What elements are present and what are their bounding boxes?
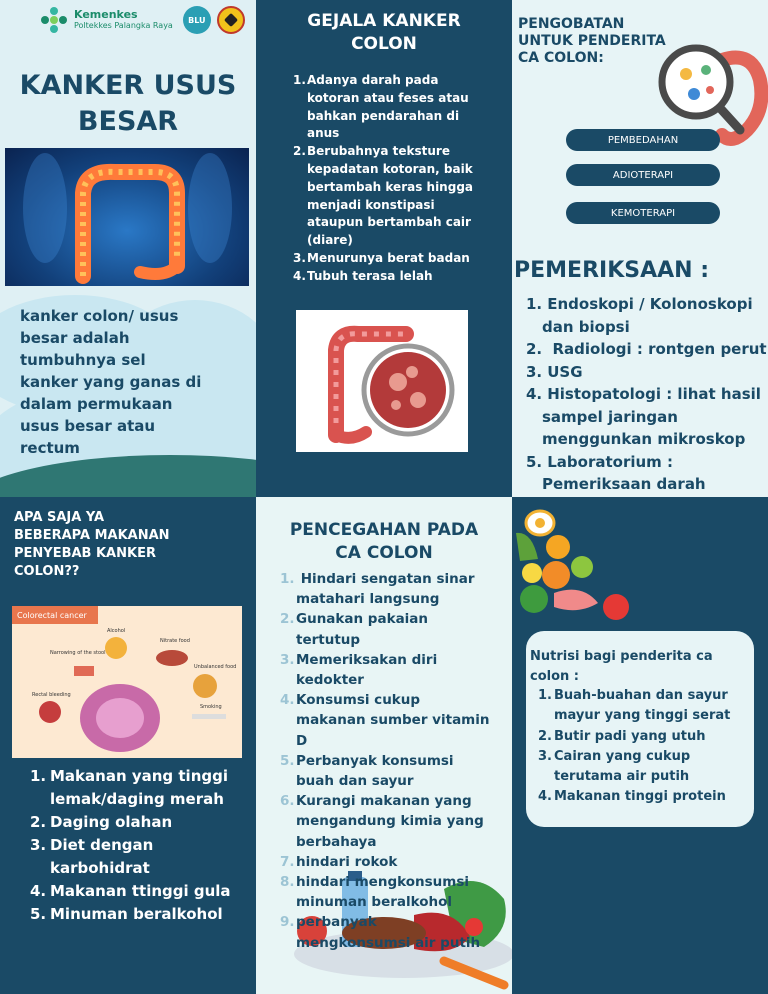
list-item: 1. Adanya darah pada kotoran atau feses atau bahkan pendarahan di anus <box>293 73 469 141</box>
list-item: 5. Minuman beralkohol <box>30 905 223 923</box>
svg-text:Narrowing of the stool: Narrowing of the stool <box>50 650 106 656</box>
svg-text:Smoking: Smoking <box>200 704 222 710</box>
fruits-vegetables-illustration <box>512 503 642 623</box>
exam-list <box>526 293 768 496</box>
list-item: 1. Hindari sengatan sinar matahari langsung <box>280 571 475 608</box>
list-item: 2. Gunakan pakaian tertutup <box>280 611 429 648</box>
colorectal-cancer-risk-infographic <box>12 606 242 758</box>
treatment-chemotherapy-button[interactable]: KEMOTERAPI <box>566 202 720 224</box>
list-item: 9. perbanyak mengkonsumsi air putih <box>280 914 481 951</box>
list-item: 3. Menurunya berat badan <box>293 250 470 265</box>
list-item: 4. Konsumsi cukup makanan sumber vitamin D <box>280 692 490 749</box>
institution-seal-icon <box>217 6 245 34</box>
prevention-title: PENCEGAHAN PADA CA COLON <box>289 520 479 563</box>
list-item: 4. Makanan ttinggi gula <box>30 882 231 900</box>
svg-text:Rectal bleeding: Rectal bleeding <box>32 692 71 698</box>
colon-anatomy-image <box>5 148 249 286</box>
list-item: 2. Butir padi yang utuh <box>538 728 706 744</box>
treatment-title: PENGOBATAN UNTUK PENDERITA CA COLON: <box>518 16 666 66</box>
symptoms-list <box>293 72 503 286</box>
list-item: 1. Makanan yang tinggi lemak/daging merah <box>30 767 228 808</box>
list-item: 4. Histopatologi : lihat hasil sampel jaringan menggunkan mikroskop <box>526 385 761 448</box>
definition-text: kanker colon/ usus besar adalah tumbuhnya sel kanker yang ganas di dalam permukaan usus besar atau rectum <box>20 307 202 457</box>
nutrition-intro: Nutrisi bagi penderita ca colon : <box>530 649 713 684</box>
exam-title: PEMERIKSAAN : <box>514 258 710 283</box>
list-item: 1. Endoskopi / Kolonoskopi dan biopsi <box>526 295 753 336</box>
blu-logo: BLU <box>183 6 211 34</box>
svg-text:Alcohol: Alcohol <box>107 628 126 634</box>
list-item: 3. Memeriksakan diri kedokter <box>280 651 438 689</box>
kemenkes-logo-icon <box>40 6 68 34</box>
list-item: 2. Daging olahan <box>30 813 173 831</box>
list-item: 4. Makanan tinggi protein <box>538 789 726 805</box>
list-item: 7. hindari rokok <box>280 853 398 870</box>
panel-intro <box>0 0 256 497</box>
panel-nutrition <box>512 497 768 994</box>
list-item: 4. Tubuh terasa lelah <box>293 268 433 283</box>
nutrition-list <box>538 686 753 808</box>
list-item: 1. Buah-buahan dan sayur mayur yang tinggi serat <box>538 688 731 724</box>
list-item: 5. Perbanyak konsumsi buah dan sayur <box>280 752 454 790</box>
list-item: 3. Diet dengan karbohidrat <box>30 836 154 877</box>
symptoms-title: GEJALA KANKER COLON <box>307 11 461 54</box>
list-item: 8. hindari mengkonsumsi minuman beralkohol <box>280 874 469 911</box>
logo-row <box>40 6 245 34</box>
list-item: 3. Cairan yang cukup terutama air putih <box>538 748 691 785</box>
treatment-surgery-button[interactable]: PEMBEDAHAN <box>566 129 720 151</box>
risk-foods-list <box>30 765 256 926</box>
panel-prevention <box>256 497 512 994</box>
list-item: 6. Kurangi makanan yang mengandung kimia yang berbahaya <box>280 793 484 850</box>
list-item: 5. Laboratorium : Pemeriksaan darah <box>526 452 706 493</box>
panel-symptoms <box>256 0 512 497</box>
logo-text-poltekkes: Poltekkes Palangka Raya <box>74 21 173 30</box>
list-item: 2. Berubahnya teksture kepadatan kotoran, baik bertambah keras hingga menjadi konstipasi ataupun bertambah cair (diare) <box>293 144 474 248</box>
logo-text-kemenkes: Kemenkes <box>74 8 138 21</box>
prevention-list <box>280 569 506 953</box>
colon-tumor-illustration <box>296 310 468 452</box>
panel-risk-foods <box>0 497 256 994</box>
list-item: 3. USG <box>526 362 583 381</box>
svg-text:Unbalanced food: Unbalanced food <box>194 664 237 670</box>
panel-treatment <box>512 0 768 497</box>
image-caption: Colorectal cancer <box>17 611 87 620</box>
svg-text:Nitrate food: Nitrate food <box>160 638 190 644</box>
list-item: 2. Radiologi : rontgen perut <box>526 340 767 358</box>
page-title: KANKER USUS BESAR <box>19 70 237 137</box>
treatment-radiotherapy-button[interactable]: ADIOTERAPI <box>566 164 720 186</box>
risk-foods-title: APA SAJA YA BEBERAPA MAKANAN PENYEBAB KANKER COLON?? <box>14 510 170 579</box>
